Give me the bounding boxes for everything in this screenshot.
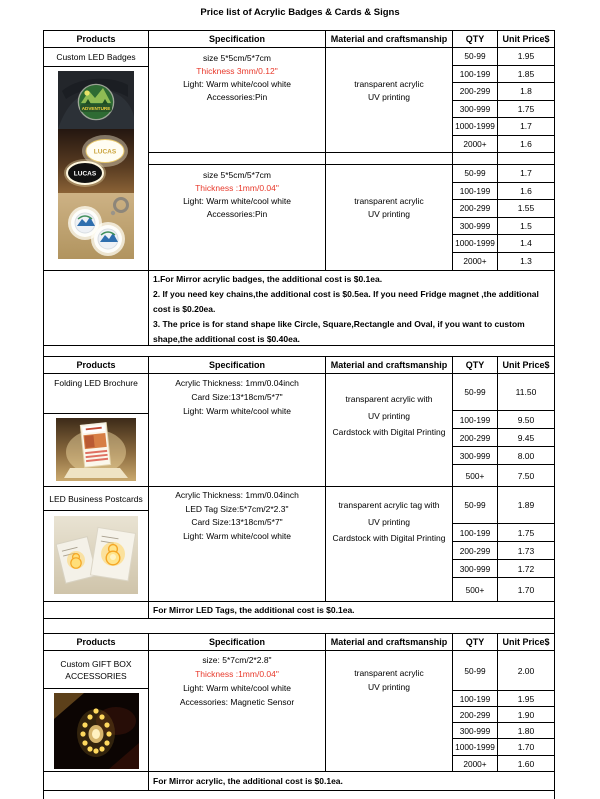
qty-cell: 2000+	[453, 136, 498, 153]
gift-box-note: For Mirror acrylic, the additional cost is $0.1ea.	[153, 775, 343, 786]
table-separator-row	[44, 346, 554, 357]
price-cell: 1.90	[517, 709, 535, 720]
product-label	[44, 651, 148, 689]
material-line: Cardstock with Digital Printing	[332, 427, 446, 437]
spec-light: Light: Warm white/cool white	[183, 530, 291, 541]
section-led-badges	[44, 48, 554, 271]
material-line: UV printing	[367, 682, 411, 692]
price-cell: 1.75	[517, 527, 535, 538]
qty-cell: 2000+	[453, 756, 498, 771]
spec-accessories: Accessories: Magnetic Sensor	[179, 697, 295, 707]
header-specification: Specification	[149, 31, 326, 47]
material-line: transparent acrylic	[354, 668, 424, 678]
price-cell: 1.80	[517, 725, 535, 736]
spec-cell	[149, 374, 326, 486]
qty-cell: 500+	[453, 465, 498, 486]
price-cell: 1.5	[520, 220, 532, 231]
spec-light: Light: Warm white/cool white	[183, 196, 291, 206]
product-photo-badge-on-cap	[58, 71, 134, 129]
price-cell: 1.55	[517, 203, 535, 214]
badge-text-adventure: ADVENTURE	[81, 106, 111, 111]
price-tier-row	[453, 542, 554, 560]
products-cell-led-badges	[44, 48, 149, 270]
header-material: Material and craftsmanship	[326, 357, 453, 373]
product-photo-keychain-badges	[58, 193, 134, 259]
price-tiers	[453, 374, 554, 486]
material-cell	[326, 651, 453, 771]
spec-thickness: Thickness :1mm/0.04"	[195, 183, 279, 193]
header-specification: Specification	[149, 357, 326, 373]
price-tier-row	[453, 578, 554, 601]
price-cell: 1.3	[520, 256, 532, 267]
qty-cell: 100-199	[453, 411, 498, 428]
postcards-note: For Mirror LED Tags, the additional cost is $0.1ea.	[153, 604, 355, 615]
spec-size: size: 5*7cm/2*2.8"	[202, 655, 272, 665]
price-tier-row	[453, 560, 554, 578]
price-cell: 1.4	[520, 238, 532, 249]
price-cell: 1.7	[520, 121, 532, 132]
qty-cell: 100-199	[453, 524, 498, 541]
material-line: UV printing	[367, 209, 411, 219]
spec-cell	[149, 48, 326, 152]
product-label: Custom LED Badges	[44, 48, 148, 67]
table3-header-row	[44, 634, 554, 651]
price-tier-row	[453, 118, 554, 136]
spec-light: Light: Warm white/cool white	[183, 79, 291, 89]
empty-spacer-row	[149, 153, 554, 165]
price-tier-row	[453, 756, 554, 771]
section-led-postcards	[44, 487, 554, 602]
price-cell: 11.50	[515, 387, 537, 397]
qty-cell: 1000-1999	[453, 739, 498, 755]
products-cell-gift-box	[44, 651, 149, 771]
product-photo-led-brochure	[56, 418, 136, 481]
price-tier-row	[453, 136, 554, 153]
material-cell	[326, 374, 453, 486]
bottom-empty-row	[44, 791, 554, 799]
qty-cell: 500+	[453, 578, 498, 601]
price-cell: 2.00	[517, 665, 535, 676]
qty-cell: 2000+	[453, 253, 498, 271]
spec-thickness: Thickness :1mm/0.04"	[195, 669, 279, 679]
price-tier-row	[453, 200, 554, 218]
price-cell: 1.6	[520, 138, 532, 149]
empty-products-cell	[44, 602, 149, 618]
header-unit-price: Unit Price$	[502, 34, 550, 44]
spec-card-size: Card Size:13*18cm/5*7"	[191, 517, 283, 527]
header-material: Material and craftsmanship	[326, 634, 453, 650]
qty-cell: 300-999	[453, 101, 498, 118]
empty-products-cell	[44, 772, 149, 790]
price-tier-row	[453, 723, 554, 739]
price-tier-row	[453, 218, 554, 236]
variant-3mm-row	[149, 48, 554, 153]
qty-cell: 300-999	[453, 723, 498, 738]
price-tier-row	[453, 83, 554, 101]
price-cell: 8.00	[517, 450, 535, 461]
section-gift-box	[44, 651, 554, 772]
price-cell: 9.45	[517, 432, 535, 443]
table-separator-row	[44, 619, 554, 634]
qty-cell: 200-299	[453, 429, 498, 446]
postcards-note-row	[44, 602, 554, 619]
product-label-line-2: ACCESSORIES	[65, 670, 127, 681]
price-tiers	[453, 487, 554, 601]
price-tier-row	[453, 524, 554, 542]
badge-text-lucas-black: LUCAS	[73, 170, 97, 178]
price-cell: 1.95	[517, 693, 535, 704]
price-cell: 1.7	[520, 168, 532, 179]
qty-cell: 50-99	[453, 651, 498, 690]
price-tier-row	[453, 691, 554, 707]
product-photo-led-postcards	[54, 516, 138, 594]
spec-thickness: Acrylic Thickness: 1mm/0.04inch	[175, 378, 299, 388]
spec-cell	[149, 651, 326, 771]
qty-cell: 50-99	[453, 48, 498, 65]
product-photo-lucas-badges	[58, 129, 134, 193]
header-products: Products	[44, 357, 149, 373]
price-tier-row	[453, 651, 554, 691]
spec-accessories: Accessories:Pin	[206, 92, 268, 102]
qty-cell: 50-99	[453, 165, 498, 182]
price-tier-row	[453, 739, 554, 756]
material-line: UV printing	[367, 92, 411, 102]
product-photos	[44, 67, 148, 270]
table2-header-row	[44, 357, 554, 374]
header-qty: QTY	[453, 634, 498, 650]
price-tier-row	[453, 165, 554, 183]
price-cell: 9.50	[517, 414, 535, 425]
product-label: Folding LED Brochure	[44, 374, 148, 414]
empty-products-cell	[44, 271, 149, 345]
qty-cell: 200-299	[453, 542, 498, 559]
price-cell: 1.72	[517, 563, 535, 574]
price-tiers	[453, 651, 554, 771]
material-line: transparent acrylic tag with	[338, 500, 440, 510]
badges-notes	[149, 271, 554, 345]
material-line: transparent acrylic with	[345, 394, 433, 404]
price-cell: 7.50	[517, 470, 535, 481]
material-line: UV printing	[367, 516, 411, 527]
price-table	[43, 30, 555, 799]
qty-cell: 100-199	[453, 66, 498, 83]
price-cell: 1.95	[517, 51, 535, 62]
qty-cell: 50-99	[453, 374, 498, 410]
price-tier-row	[453, 411, 554, 429]
price-tier-row	[453, 235, 554, 253]
price-tier-row	[453, 447, 554, 465]
product-label-line-1: Custom GIFT BOX	[60, 658, 132, 669]
products-cell-postcards	[44, 487, 149, 601]
spec-size: size 5*5cm/5*7cm	[202, 53, 272, 63]
price-tiers	[453, 48, 554, 152]
page-title: Price list of Acrylic Badges & Cards & Signs	[200, 7, 400, 18]
price-cell: 1.89	[517, 500, 535, 510]
badges-notes-row	[44, 271, 554, 346]
spec-light: Light: Warm white/cool white	[183, 406, 291, 416]
header-qty: QTY	[453, 357, 498, 373]
header-products: Products	[44, 634, 149, 650]
qty-cell: 50-99	[453, 487, 498, 523]
qty-cell: 300-999	[453, 447, 498, 464]
material-cell	[326, 165, 453, 270]
spec-cell	[149, 487, 326, 601]
products-cell-brochure	[44, 374, 149, 486]
material-line: transparent acrylic	[354, 196, 424, 206]
price-tier-row	[453, 487, 554, 524]
table1-header-row	[44, 31, 554, 48]
material-line: Cardstock with Digital Printing	[332, 533, 446, 543]
spec-accessories: Accessories:Pin	[206, 209, 268, 219]
spec-thickness: Thickness 3mm/0.12"	[196, 66, 278, 76]
price-tier-row	[453, 253, 554, 271]
price-tier-row	[453, 48, 554, 66]
spec-size: size 5*5cm/5*7cm	[202, 170, 272, 180]
qty-cell: 300-999	[453, 560, 498, 577]
price-cell: 1.70	[517, 584, 535, 595]
qty-cell: 100-199	[453, 183, 498, 200]
product-label: LED Business Postcards	[44, 487, 148, 511]
product-photos	[44, 511, 148, 601]
spec-cell	[149, 165, 326, 270]
price-tier-row	[453, 374, 554, 411]
spec-tag-size: LED Tag Size:5*7cm/2*2.3"	[185, 503, 289, 514]
qty-cell: 200-299	[453, 707, 498, 722]
qty-cell: 1000-1999	[453, 118, 498, 135]
price-tier-row	[453, 707, 554, 723]
header-specification: Specification	[149, 634, 326, 650]
product-photos	[44, 414, 148, 486]
price-tiers	[453, 165, 554, 270]
variant-1mm-row	[149, 165, 554, 270]
header-material: Material and craftsmanship	[326, 31, 453, 47]
qty-cell: 200-299	[453, 200, 498, 217]
qty-cell: 100-199	[453, 691, 498, 706]
qty-cell: 200-299	[453, 83, 498, 100]
qty-cell: 1000-1999	[453, 235, 498, 252]
spec-card-size: Card Size:13*18cm/5*7"	[191, 392, 283, 402]
price-cell: 1.73	[517, 545, 535, 556]
header-unit-price: Unit Price$	[502, 360, 550, 370]
price-cell: 1.8	[520, 86, 532, 97]
material-line: transparent acrylic	[354, 79, 424, 89]
price-cell: 1.60	[517, 758, 535, 769]
price-cell: 1.6	[520, 185, 532, 196]
header-products: Products	[44, 31, 149, 47]
spec-thickness: Acrylic Thickness: 1mm/0.04inch	[175, 490, 299, 500]
material-cell	[326, 48, 453, 152]
price-cell: 1.70	[517, 742, 535, 752]
price-tier-row	[453, 101, 554, 119]
qty-cell: 300-999	[453, 218, 498, 235]
section-led-brochure	[44, 374, 554, 487]
header-qty: QTY	[453, 31, 498, 47]
product-photos	[44, 689, 148, 771]
price-tier-row	[453, 465, 554, 486]
price-tier-row	[453, 66, 554, 84]
price-cell: 1.85	[517, 68, 535, 79]
product-photo-gift-box-light	[54, 693, 139, 769]
header-unit-price: Unit Price$	[502, 637, 550, 647]
note-line-1: 1.For Mirror acrylic badges, the additional cost is $0.1ea.	[153, 274, 383, 284]
gift-box-note-row	[44, 772, 554, 791]
badge-text-lucas-gold: LUCAS	[93, 148, 117, 156]
spec-light: Light: Warm white/cool white	[183, 683, 291, 693]
section-led-badges-variants	[149, 48, 554, 270]
material-cell	[326, 487, 453, 601]
price-tier-row	[453, 183, 554, 201]
material-line: UV printing	[367, 410, 411, 421]
price-cell: 1.75	[517, 103, 535, 114]
price-tier-row	[453, 429, 554, 447]
note-line-3: 3. The price is for stand shape like Circle, Square,Rectangle and Oval, if you want to custom shape,the additional cost is $0.40ea.	[153, 319, 525, 344]
note-line-2: 2. If you need key chains,the additional cost is $0.5ea. If you need Fridge magnet ,the additional cost is $0.20ea.	[153, 289, 539, 314]
